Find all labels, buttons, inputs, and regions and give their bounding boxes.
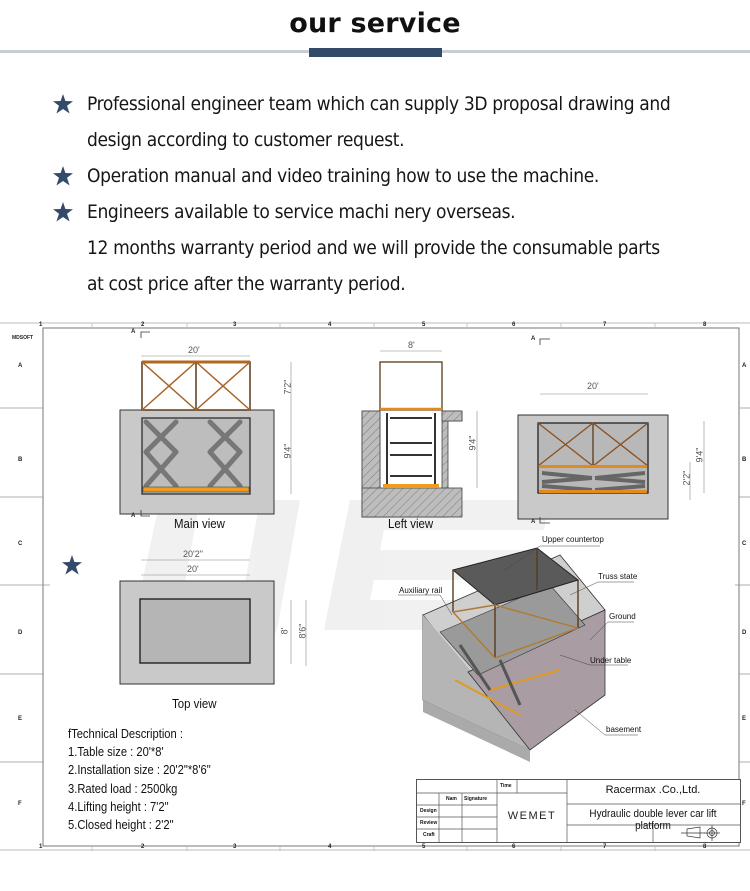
dimension: 8' <box>408 340 415 350</box>
column-label: 6 <box>512 844 516 850</box>
section-marker: A <box>531 336 536 342</box>
technical-item: 2.Installation size : 20'2"*8'6" <box>68 762 211 778</box>
column-label: 7 <box>603 844 607 850</box>
callout-ground: Ground <box>609 612 636 621</box>
title-block <box>416 779 741 843</box>
service-text: Operation manual and video training how to use the machine. <box>87 165 599 187</box>
column-label: 1 <box>39 844 43 850</box>
service-item <box>52 158 732 194</box>
column-label: 1 <box>39 322 43 328</box>
service-text: 12 months warranty period and we will provide the consumable parts <box>87 237 660 259</box>
design-label: Design <box>420 808 437 814</box>
star-icon <box>52 94 74 114</box>
main-view-label: Main view <box>174 516 225 531</box>
callout-under-table: Under table <box>590 656 632 665</box>
dimension: 8'6" <box>297 623 308 639</box>
dimension: 9'4" <box>467 435 478 451</box>
service-item <box>52 86 732 122</box>
service-text: Engineers available to service machi nery overseas. <box>87 201 516 223</box>
star-icon <box>52 202 74 222</box>
corner-label: MDSOFT <box>12 335 34 341</box>
service-item-continued <box>52 122 732 158</box>
dimension: 20' <box>188 345 200 355</box>
technical-title: fTechnical Description : <box>68 726 183 741</box>
row-label: A <box>18 363 23 369</box>
row-label: C <box>742 541 747 547</box>
row-label: C <box>18 541 23 547</box>
technical-item: 3.Rated load : 2500kg <box>68 780 178 796</box>
service-item-continued <box>52 266 732 302</box>
technical-item: 4.Lifting height : 7'2" <box>68 798 169 814</box>
row-label: B <box>742 457 747 463</box>
service-list <box>52 86 732 302</box>
signature-label: Signature <box>464 796 488 802</box>
service-text: Professional engineer team which can supply 3D proposal drawing and <box>87 93 671 115</box>
row-label: A <box>742 363 747 369</box>
column-label: 2 <box>141 844 145 850</box>
section-marker: A <box>531 519 536 525</box>
column-label: 4 <box>328 844 332 850</box>
header-accent-bar <box>309 48 442 57</box>
column-label: 5 <box>422 844 426 850</box>
left-view-label: Left view <box>388 516 434 531</box>
technical-description <box>68 725 211 834</box>
company-name: Racermax .Co.,Ltd. <box>605 784 701 796</box>
craft-label: Craft <box>423 832 435 838</box>
dimension: 7'2" <box>282 379 293 395</box>
dimension: 20' <box>187 564 199 574</box>
row-label: F <box>742 801 746 807</box>
technical-item: 1.Table size : 20'*8' <box>68 744 164 760</box>
column-label: 7 <box>603 322 607 328</box>
callout-truss-state: Truss state <box>598 572 638 581</box>
main-view-drawing <box>120 356 291 514</box>
name-label: Nam <box>446 796 457 802</box>
column-label: 5 <box>422 322 426 328</box>
row-label: D <box>18 630 23 636</box>
column-label: 8 <box>703 322 707 328</box>
left-view-drawing <box>362 351 477 517</box>
review-label: Review <box>420 820 438 826</box>
column-label: 4 <box>328 322 332 328</box>
section-marker: A <box>131 513 136 519</box>
technical-item: 5.Closed height : 2'2" <box>68 817 174 833</box>
star-icon <box>61 554 83 576</box>
service-text: design according to customer request. <box>87 129 405 151</box>
dimension: 9'4" <box>282 443 293 459</box>
row-label: F <box>18 801 22 807</box>
row-label: E <box>18 716 23 722</box>
section-view-drawing <box>518 394 704 519</box>
callout-basement: basement <box>606 725 642 734</box>
section-header <box>0 0 750 60</box>
row-label: D <box>742 630 747 636</box>
row-label: E <box>742 716 747 722</box>
dimension: 2'2" <box>681 470 692 486</box>
dimension: 9'4" <box>694 447 705 463</box>
service-item-continued <box>52 230 732 266</box>
dimension: 20' <box>587 381 599 391</box>
dimension: 8' <box>279 627 290 635</box>
column-label: 2 <box>141 322 145 328</box>
time-label: Time <box>500 783 512 789</box>
row-label: B <box>18 457 23 463</box>
dimension: 20'2" <box>183 549 203 559</box>
brand-name: WEMET <box>507 810 557 822</box>
star-icon <box>52 166 74 186</box>
column-label: 3 <box>233 844 237 850</box>
section-title: our service <box>289 8 461 39</box>
column-label: 3 <box>233 322 237 328</box>
column-label: 8 <box>703 844 707 850</box>
callout-upper-countertop: Upper countertop <box>542 535 604 544</box>
top-view-label: Top view <box>172 696 217 711</box>
service-item <box>52 194 732 230</box>
section-marker: A <box>131 329 136 335</box>
product-name: Hydraulic double lever car lift platform <box>589 808 717 832</box>
callout-auxiliary-rail: Auxiliary rail <box>399 586 443 595</box>
service-text: at cost price after the warranty period. <box>87 273 406 295</box>
column-label: 6 <box>512 322 516 328</box>
